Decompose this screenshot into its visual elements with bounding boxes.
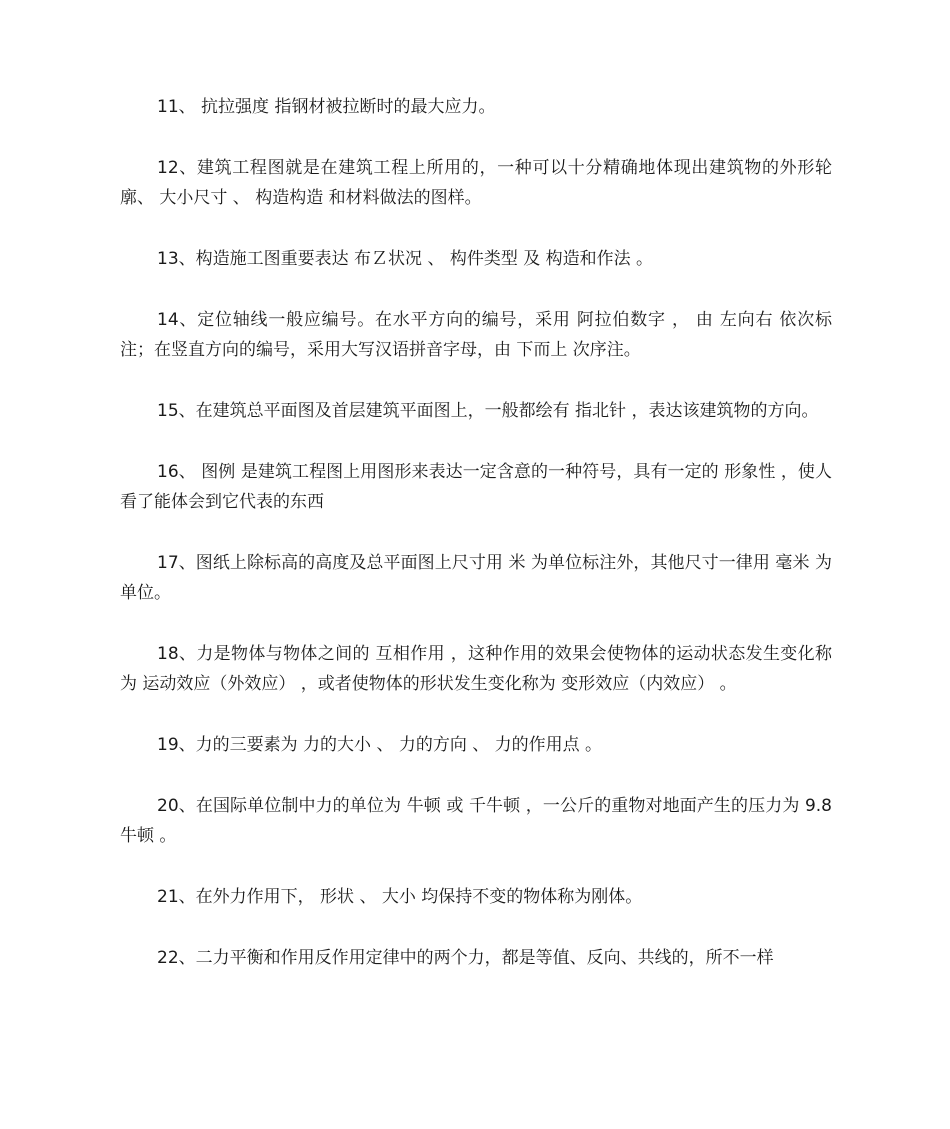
paragraph-13: 13、构造施工图重要表达 布Ｚ状况 、 构件类型 及 构造和作法 。 xyxy=(157,249,654,269)
paragraph-16: 16、 图例 是建筑工程图上用图形来表达一定含意的一种符号，具有一定的 形象性 ，使人看了能体会到它代表的东西 xyxy=(120,462,832,512)
paragraph-19: 19、力的三要素为 力的大小 、 力的方向 、 力的作用点 。 xyxy=(157,735,603,755)
paragraph-18: 18、力是物体与物体之间的 互相作用 ，这种作用的效果会使物体的运动状态发生变化称为 运动效应（外效应） ，或者使物体的形状发生变化称为 变形效应（内效应） 。 xyxy=(120,644,832,694)
document-body xyxy=(120,92,832,1004)
paragraph-14: 14、定位轴线一般应编号。在水平方向的编号，采用 阿拉伯数字 ， 由 左向右 依次标注；在竖直方向的编号，采用大写汉语拼音字母，由 下而上 次序注。 xyxy=(120,310,832,360)
paragraph-20: 20、在国际单位制中力的单位为 牛顿 或 千牛顿 ，一公斤的重物对地面产生的压力为 9.8 牛顿 。 xyxy=(120,796,832,846)
paragraph-17: 17、图纸上除标高的高度及总平面图上尺寸用 米 为单位标注外，其他尺寸一律用 毫米 为单位。 xyxy=(120,553,832,603)
paragraph-11: 11、 抗拉强度 指钢材被拉断时的最大应力。 xyxy=(157,97,496,117)
paragraph-22: 22、二力平衡和作用反作用定律中的两个力，都是等值、反向、共线的，所不一样 xyxy=(157,948,774,968)
paragraph-15: 15、在建筑总平面图及首层建筑平面图上，一般都绘有 指北针 ，表达该建筑物的方向。 xyxy=(157,401,819,421)
paragraph-21: 21、在外力作用下， 形状 、 大小 均保持不变的物体称为刚体。 xyxy=(157,887,643,907)
paragraph-12: 12、建筑工程图就是在建筑工程上所用的，一种可以十分精确地体现出建筑物的外形轮廓、 大小尺寸 、 构造构造 和材料做法的图样。 xyxy=(120,158,832,208)
